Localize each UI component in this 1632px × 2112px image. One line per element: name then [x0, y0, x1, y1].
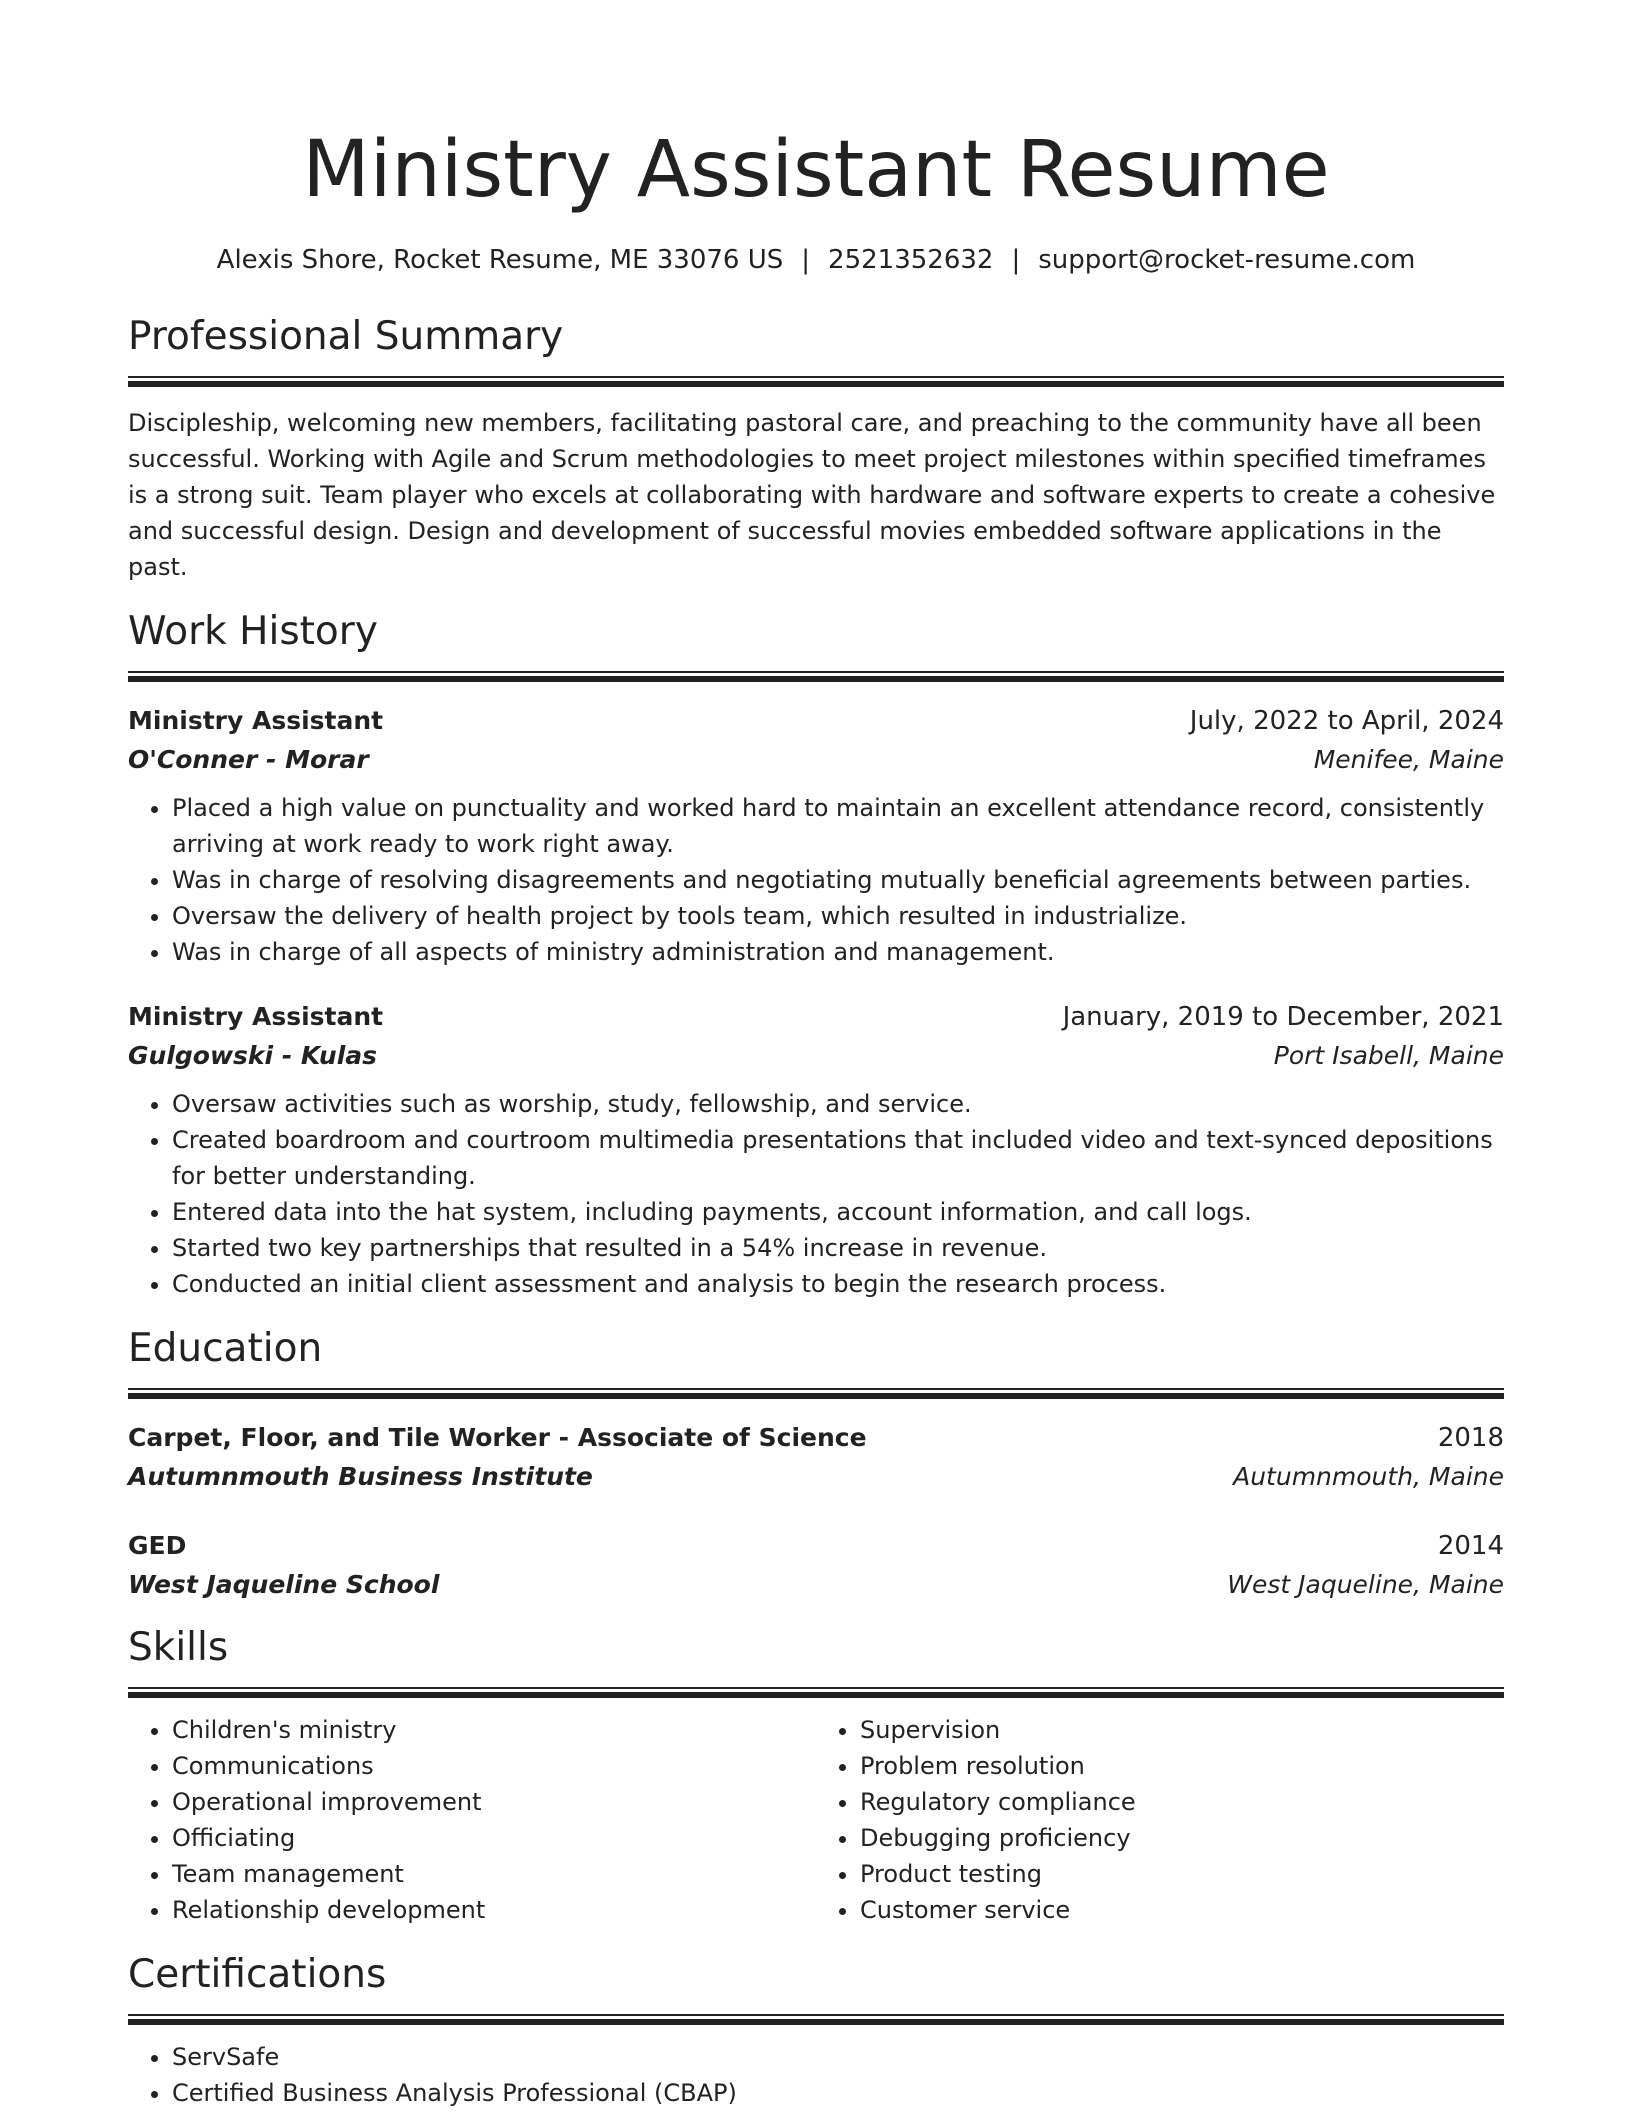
contact-address: Alexis Shore, Rocket Resume, ME 33076 US — [216, 245, 784, 275]
skill-item: • Regulatory compliance — [860, 1784, 1504, 1820]
school-name: Autumnmouth Business Institute — [128, 1462, 593, 1491]
education-entry — [128, 1419, 1504, 1497]
certification-item: • Certified Business Analysis Professional (CBAP) — [172, 2075, 1504, 2111]
summary-text: Discipleship, welcoming new members, facilitating pastoral care, and preaching to the community have all been successful. Working with Agile and Scrum methodologies to meet project milestones within specified timeframes is a strong suit. Team player who excels at collaborating with hardware and software experts to create a cohesive and successful design. Design and development of successful movies embedded software applications in the past. — [128, 409, 1496, 581]
job-bullets — [128, 1086, 1504, 1302]
skill-item: • Officiating — [172, 1820, 816, 1856]
list-item: • Started two key partnerships that resulted in a 54% increase in revenue. — [172, 1230, 1504, 1266]
school-name: West Jaqueline School — [128, 1570, 440, 1599]
education-entry — [128, 1527, 1504, 1605]
contact-line — [128, 242, 1504, 278]
certifications-list — [128, 2039, 1504, 2111]
graduation-year: 2014 — [1437, 1531, 1504, 1561]
list-item: • Was in charge of resolving disagreements and negotiating mutually beneficial agreements between parties. — [172, 862, 1504, 898]
section-heading: Education — [128, 1326, 323, 1371]
skill-item: • Communications — [172, 1748, 816, 1784]
list-item: • Oversaw the delivery of health project by tools team, which resulted in industrialize. — [172, 898, 1504, 934]
skill-item: • Problem resolution — [860, 1748, 1504, 1784]
section-divider — [128, 1687, 1504, 1698]
skills-column-right — [816, 1712, 1504, 1928]
certification-item: • ServSafe — [172, 2039, 1504, 2075]
contact-separator: | — [1011, 245, 1021, 275]
section-divider — [128, 671, 1504, 682]
certifications-section — [128, 1950, 1504, 2111]
job-entry — [128, 702, 1504, 970]
list-item: • Placed a high value on punctuality and worked hard to maintain an excellent attendance record, consistently arriving at work ready to work right away. — [172, 790, 1504, 862]
work-history-section — [128, 607, 1504, 1302]
school-location: Autumnmouth, Maine — [1233, 1462, 1504, 1491]
section-divider — [128, 2014, 1504, 2025]
job-title: Ministry Assistant — [128, 706, 384, 735]
skill-item: • Product testing — [860, 1856, 1504, 1892]
list-item: • Entered data into the hat system, including payments, account information, and call logs. — [172, 1194, 1504, 1230]
section-divider — [128, 1388, 1504, 1399]
skill-item: • Relationship development — [172, 1892, 816, 1928]
job-company: Gulgowski - Kulas — [128, 1041, 378, 1070]
school-location: West Jaqueline, Maine — [1227, 1570, 1504, 1599]
skills-section — [128, 1623, 1504, 1928]
contact-phone: 2521352632 — [828, 245, 994, 275]
degree: Carpet, Floor, and Tile Worker - Associate of Science — [128, 1423, 867, 1452]
skill-item: • Customer service — [860, 1892, 1504, 1928]
job-entry — [128, 998, 1504, 1302]
skill-item: • Operational improvement — [172, 1784, 816, 1820]
summary-section — [128, 312, 1504, 585]
list-item: • Oversaw activities such as worship, study, fellowship, and service. — [172, 1086, 1504, 1122]
job-location: Menifee, Maine — [1313, 745, 1504, 774]
section-heading: Work History — [128, 609, 378, 654]
skill-item: • Debugging proficiency — [860, 1820, 1504, 1856]
skill-item: • Children's ministry — [172, 1712, 816, 1748]
graduation-year: 2018 — [1437, 1423, 1504, 1453]
skill-item: • Team management — [172, 1856, 816, 1892]
list-item: • Created boardroom and courtroom multimedia presentations that included video and text-synced depositions for better understanding. — [172, 1122, 1504, 1194]
list-item: • Conducted an initial client assessment and analysis to begin the research process. — [172, 1266, 1504, 1302]
contact-separator: | — [801, 245, 811, 275]
section-heading: Certifications — [128, 1952, 387, 1997]
section-divider — [128, 376, 1504, 387]
job-title: Ministry Assistant — [128, 1002, 384, 1031]
resume-title: Ministry Assistant Resume — [302, 125, 1330, 215]
contact-email: support@rocket-resume.com — [1038, 245, 1416, 275]
job-location: Port Isabell, Maine — [1273, 1041, 1504, 1070]
skills-grid — [128, 1712, 1504, 1928]
skills-column-left — [128, 1712, 816, 1928]
section-heading: Professional Summary — [128, 314, 564, 359]
skill-item: • Supervision — [860, 1712, 1504, 1748]
job-company: O'Conner - Morar — [128, 745, 369, 774]
list-item: • Was in charge of all aspects of ministry administration and management. — [172, 934, 1504, 970]
education-section — [128, 1324, 1504, 1605]
section-heading: Skills — [128, 1625, 229, 1670]
degree: GED — [128, 1531, 187, 1560]
job-dates: July, 2022 to April, 2024 — [1189, 706, 1504, 736]
job-dates: January, 2019 to December, 2021 — [1062, 1002, 1504, 1032]
job-bullets — [128, 790, 1504, 970]
